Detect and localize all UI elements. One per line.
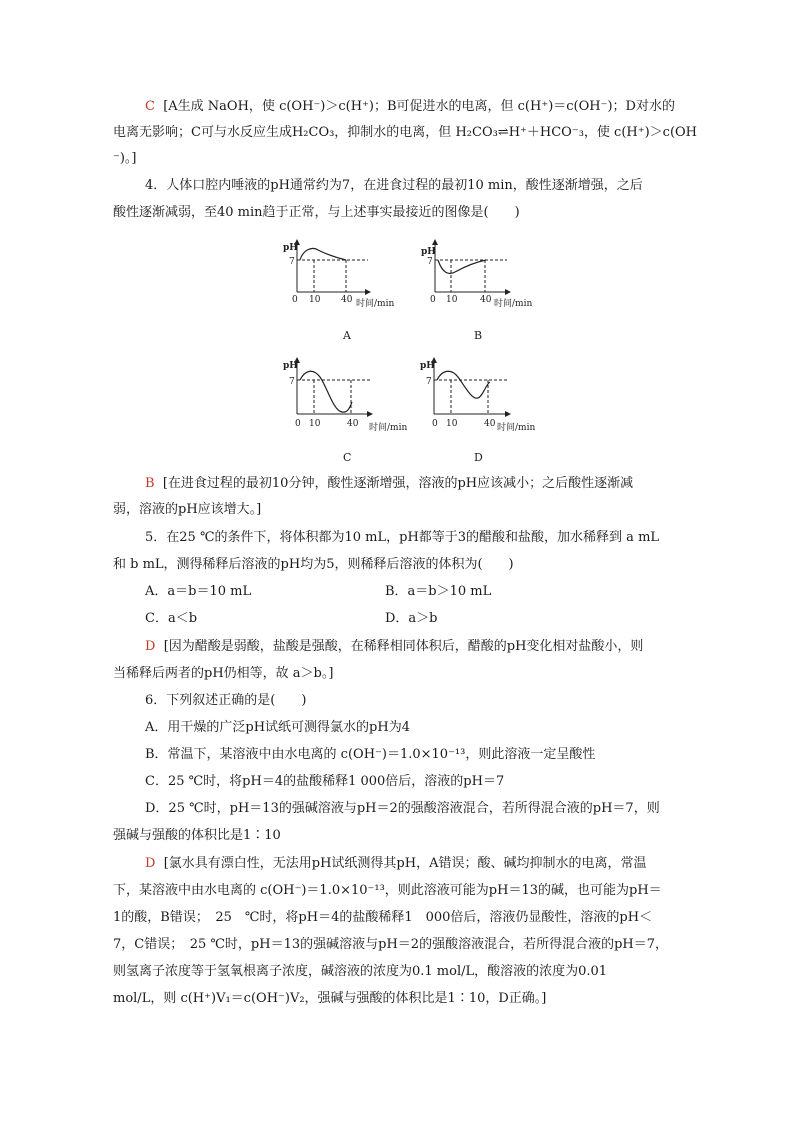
q6-option-a: A．用干燥的广泛pH试纸可测得氯水的pH为4	[145, 720, 410, 735]
graph-d-ylabel: pH	[420, 361, 435, 371]
q6-explanation-line6: mol/L，则 c(H⁺)V₁＝c(OH⁻)V₂，强碱与强酸的体积比是1∶10，D正确。]	[113, 991, 547, 1006]
q3-answer: C	[145, 99, 155, 114]
q5-explanation-line2: 当稀释后两者的pH仍相等，故 a＞b。]	[113, 666, 334, 681]
q5-exp-text1: [因为醋酸是弱酸，盐酸是强酸，在稀释相同体积后，醋酸的pH变化相对盐酸小，则	[163, 639, 644, 654]
q6-explanation-line5: 则氢离子浓度等于氢氧根离子浓度，碱溶液的浓度为0.1 mol/L，酸溶液的浓度为0.01	[113, 964, 608, 979]
graph-a-xtick-10: 10	[309, 295, 321, 305]
q5-answer: D	[145, 639, 156, 654]
graph-c-caption: C	[343, 451, 352, 464]
graph-a	[283, 240, 394, 342]
q3-explanation-line1	[145, 99, 675, 115]
graph-c	[283, 358, 407, 464]
q4-graphs	[0, 232, 794, 492]
graph-b-xlabel: 时间/min	[494, 299, 533, 309]
q4-explanation-line1	[145, 476, 633, 492]
graph-b-ytick: 7	[427, 257, 433, 267]
graph-c-origin: 0	[295, 419, 301, 429]
graph-c-ytick: 7	[289, 377, 295, 387]
graph-d-xtick-40: 40	[484, 419, 496, 429]
q6-explanation-line1	[145, 856, 646, 872]
q6-answer: D	[145, 856, 156, 871]
q5-option-b: B．a＝b＞10 mL	[385, 584, 492, 599]
graph-a-xtick-40: 40	[341, 295, 353, 305]
graph-c-ylabel: pH	[283, 361, 298, 371]
q4-answer: B	[145, 476, 155, 491]
graph-d-origin: 0	[432, 419, 438, 429]
q3-explanation-line3: ⁻)。]	[113, 151, 137, 166]
q6-explanation-line3: 1的酸，B错误； 25 ℃时，将pH＝4的盐酸稀释1 000倍后，溶液仍显酸性，溶液的pH＜	[113, 910, 653, 925]
q6-option-b: B．常温下，某溶液中由水电离的 c(OH⁻)＝1.0×10⁻¹³，则此溶液一定呈酸性	[145, 747, 596, 762]
graph-c-curve	[300, 371, 352, 412]
q5-explanation-line1	[145, 639, 643, 655]
q4-explanation-line2: 弱，溶液的pH应该增大。]	[113, 502, 262, 517]
q3-explanation-line2: 电离无影响；C可与水反应生成H₂CO₃，抑制水的电离，但 H₂CO₃⇌H⁺＋HCO⁻₃，使 c(H⁺)＞c(OH	[113, 125, 698, 140]
q6-option-c: C．25 ℃时，将pH＝4的盐酸稀释1 000倍后，溶液的pH＝7	[145, 774, 505, 789]
graph-b-xtick-40: 40	[480, 295, 492, 305]
q6-stem: 6．下列叙述正确的是( )	[145, 693, 307, 708]
q3-exp-text1: [A生成 NaOH，使 c(OH⁻)＞c(H⁺)；B可促进水的电离，但 c(H⁺)＝c(OH⁻)；D对水的	[163, 99, 675, 114]
q4-exp-text1: [在进食过程的最初10分钟，酸性逐渐增强，溶液的pH应该减小；之后酸性逐渐减	[162, 476, 634, 491]
q6-explanation-line4: 7，C错误； 25 ℃时，pH＝13的强碱溶液与pH＝2的强酸溶液混合，若所得混合液的pH＝7，	[113, 937, 668, 952]
q6-explanation-line2: 下，某溶液中由水电离的 c(OH⁻)＝1.0×10⁻¹³，则此溶液可能为pH＝13的碱，也可能为pH＝	[113, 883, 662, 898]
q5-option-c: C．a＜b	[145, 611, 198, 626]
graph-d-caption: D	[474, 451, 483, 464]
graph-d-ytick: 7	[426, 377, 432, 387]
graph-d	[420, 358, 535, 464]
graph-b-curve	[438, 260, 486, 274]
q5-stem-line2: 和 b mL，测得稀释后溶液的pH均为5，则稀释后溶液的体积为( )	[113, 557, 514, 572]
q5-option-d: D．a＞b	[385, 611, 438, 626]
graph-c-xtick-10: 10	[309, 419, 321, 429]
graph-c-xlabel: 时间/min	[369, 423, 408, 433]
graph-a-caption: A	[343, 329, 351, 342]
graph-a-ylabel: pH	[283, 243, 298, 253]
graph-b-origin: 0	[430, 295, 436, 305]
graph-b	[421, 240, 532, 342]
graph-d-xtick-10: 10	[446, 419, 458, 429]
graph-a-curve	[300, 248, 346, 260]
graph-b-xtick-10: 10	[446, 295, 458, 305]
graph-a-origin: 0	[292, 295, 298, 305]
graph-d-curve	[437, 371, 490, 398]
q6-option-d-line2: 强碱与强酸的体积比是1∶10	[113, 828, 281, 843]
q5-option-a: A．a＝b＝10 mL	[145, 584, 252, 599]
graph-a-ytick: 7	[289, 257, 295, 267]
q4-stem-line1: 4．人体口腔内唾液的pH通常约为7，在进食过程的最初10 min，酸性逐渐增强，之后	[145, 178, 643, 193]
graph-c-xtick-40: 40	[347, 419, 359, 429]
graph-b-caption: B	[474, 329, 483, 342]
graph-b-ylabel: pH	[421, 247, 436, 257]
q6-exp-text1: [氯水具有漂白性，无法用pH试纸测得其pH，A错误；酸、碱均抑制水的电离，常温	[163, 856, 647, 871]
q4-stem-line2: 酸性逐渐减弱，至40 min趋于正常，与上述事实最接近的图像是( )	[113, 205, 520, 220]
graph-d-xlabel: 时间/min	[497, 423, 536, 433]
q6-option-d-line1: D．25 ℃时，pH＝13的强碱溶液与pH＝2的强酸溶液混合，若所得混合液的pH＝7，则	[145, 801, 660, 816]
graph-a-xlabel: 时间/min	[356, 299, 395, 309]
q5-stem-line1: 5．在25 ℃的条件下，将体积都为10 mL，pH都等于3的醋酸和盐酸，加水稀释到 a mL	[145, 530, 660, 545]
